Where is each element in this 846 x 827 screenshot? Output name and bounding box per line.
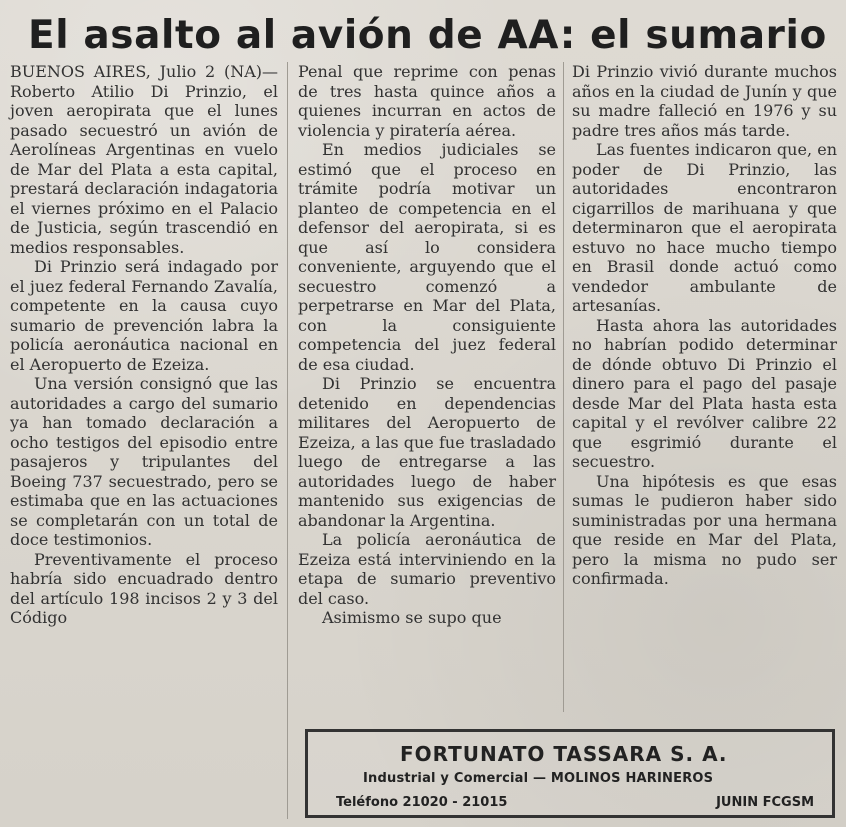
advertiser-name: FORTUNATO TASSARA S. A. <box>400 742 728 766</box>
column-divider <box>563 62 564 712</box>
article-column-2 <box>298 62 556 628</box>
paragraph: En medios judiciales se estimó que el proceso en trámite podría motivar un planteo de competencia en el defensor del aeropirata, si es que así lo considera conveniente, arguyendo que el secuestro comenzó a perpetrarse en Mar del Plata, con la consiguiente competencia del juez federal de esa ciudad. <box>298 140 556 374</box>
advertiser-business: Industrial y Comercial — MOLINOS HARINEROS <box>363 771 714 786</box>
advertiser-phone: Teléfono 21020 - 21015 <box>336 795 508 810</box>
paragraph: Las fuentes indicaron que, en poder de Di Prinzio, las autoridades encontraron cigarrillos de marihuana y que determinaron que el aeropirata estuvo no hace mucho tiempo en Brasil donde actuó como vendedor ambulante de artesanías. <box>572 140 837 315</box>
paragraph: BUENOS AIRES, Julio 2 (NA)— Roberto Atilio Di Prinzio, el joven aeropirata que el lunes pasado secuestró un avión de Aerolíneas Argentinas en vuelo de Mar del Plata a esta capital, prestará declaración indagatoria el viernes próximo en el Palacio de Justicia, según trascendió en medios responsables. <box>10 62 278 257</box>
paragraph: Di Prinzio será indagado por el juez federal Fernando Zavalía, competente en la causa cuyo sumario de prevención labra la policía aeronáutica nacional en el Aeropuerto de Ezeiza. <box>10 257 278 374</box>
paragraph: Una versión consignó que las autoridades a cargo del sumario ya han tomado declaración a ocho testigos del episodio entre pasajeros y tripulantes del Boeing 737 secuestrado, pero se estimaba que en las actuaciones se completarán con un total de doce testimonios. <box>10 374 278 549</box>
article-headline: El asalto al avión de AA: el sumario <box>28 13 827 58</box>
article-column-3 <box>572 62 837 589</box>
advertiser-city: JUNIN FCGSM <box>716 795 814 810</box>
paragraph: Di Prinzio vivió durante muchos años en la ciudad de Junín y que su madre falleció en 1976 y su padre tres años más tarde. <box>572 62 837 140</box>
advertisement-box <box>305 729 835 818</box>
article-column-1 <box>10 62 278 628</box>
paragraph: La policía aeronáutica de Ezeiza está interviniendo en la etapa de sumario preventivo del caso. <box>298 530 556 608</box>
paragraph: Asimismo se supo que <box>322 608 502 627</box>
paragraph: Hasta ahora las autoridades no habrían podido determinar de dónde obtuvo Di Prinzio el dinero para el pago del pasaje desde Mar del Plata hasta esta capital y el revólver calibre 22 que esgrimió durante el secuestro. <box>572 315 837 471</box>
column-divider <box>287 62 288 819</box>
paragraph: Di Prinzio se encuentra detenido en dependencias militares del Aeropuerto de Ezeiza, a las que fue trasladado luego de entregarse a las autoridades luego de haber mantenido sus exigencias de abandonar la Argentina. <box>298 374 556 530</box>
paragraph: Penal que reprime con penas de tres hasta quince años a quienes incurran en actos de violencia y piratería aérea. <box>298 62 556 140</box>
paragraph: Preventivamente el proceso habría sido encuadrado dentro del artículo 198 incisos 2 y 3 del Código <box>10 549 278 627</box>
paragraph: Una hipótesis es que esas sumas le pudieron haber sido suministradas por una hermana que reside en Mar del Plata, pero la misma no pudo ser confirmada. <box>572 471 837 588</box>
